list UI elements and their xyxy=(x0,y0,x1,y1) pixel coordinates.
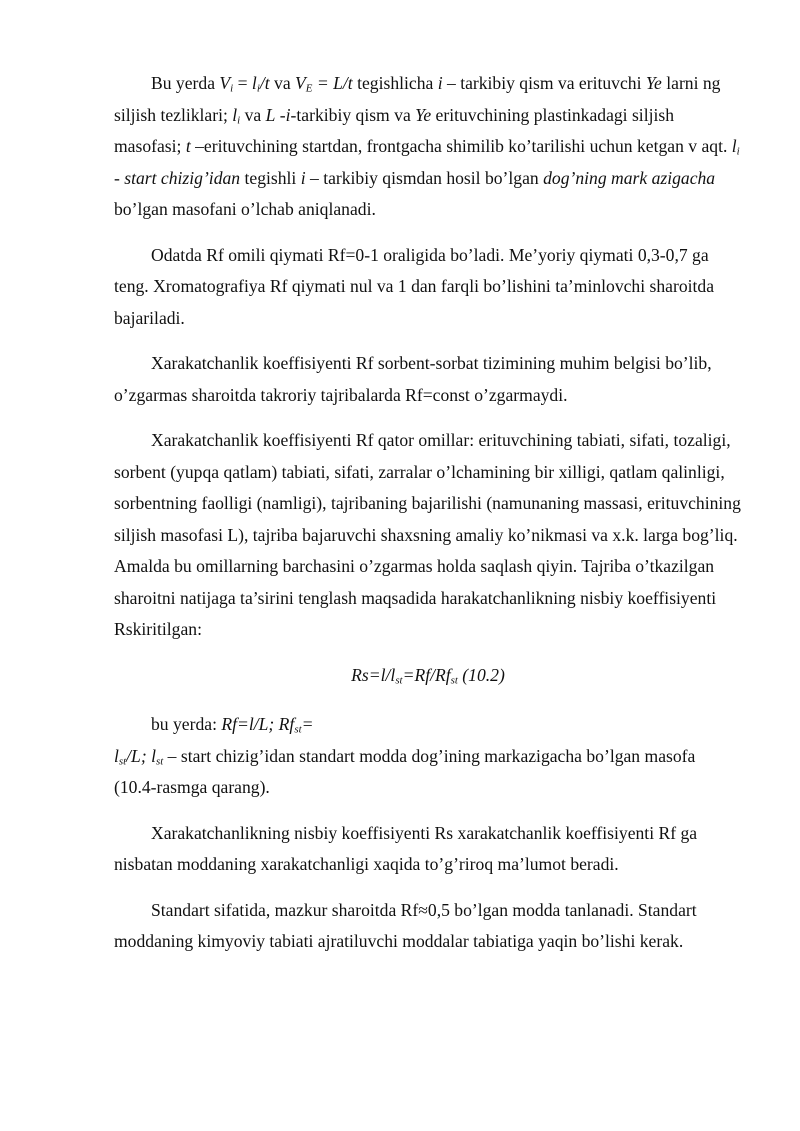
text-run: Bu yerda xyxy=(151,73,220,93)
text-run: Xarakatchanlik koeffisiyenti Rf qator omillar: erituvchining tabiati, sifati, tozaligi, sorbent (yupqa qatlam) tabiati, sifati, zarralar o’lchamining bir xilligi, qatlam qalinligi, sorbentning faolligi (namligi), tajribaning bajarilishi (namunaning massasi, erituvchining siljish masofasi L), tajriba bajaruvchi shaxsning amaliy ko’nikmasi va x.k. larga bog’liq. Amalda bu omillarning barchasini o’zgarmas holda saqlash qiyin. Tajriba o’tkazilgan sharoitni natijaga ta’sirini tenglash maqsadida harakatchanlikning nisbiy koeffisiyenti Rskiritilgan: xyxy=(114,430,746,639)
text-run: L xyxy=(265,104,276,125)
text-run: /L; l xyxy=(126,745,156,766)
paragraph-velocity-definition xyxy=(114,68,745,226)
text-run: Ye xyxy=(415,104,432,125)
where-line-1 xyxy=(114,709,742,741)
text-run: dog’ning mark azigacha xyxy=(543,167,716,188)
text-run: Odatda Rf omili qiymati Rf=0-1 oraligida bo’ladi. Me’yoriy qiymati 0,3-0,7 ga teng. Xromatografiya Rf qiymati nul va 1 dan farqli bo’lishini ta’minlovchi sharoitda bajariladi. xyxy=(114,244,719,328)
text-run: Xarakatchanlikning nisbiy koeffisiyenti Rs xarakatchanlik koeffisiyenti Rf ga nisbatan moddaning xarakatchanligi xaqida to’g’riroq ma’lumot beradi. xyxy=(114,822,702,874)
text-run: erituvchining plastinkadagi siljish masofasi; xyxy=(114,104,679,156)
text-run: = xyxy=(233,73,252,93)
text-run: Rf=l/L; Rf xyxy=(221,714,295,734)
text-run: va xyxy=(269,73,296,93)
paragraph-standard-choice xyxy=(114,895,742,958)
text-run: bo’lgan masofani o’lchab aniqlanadi. xyxy=(114,167,720,219)
text-run: Xarakatchanlik koeffisiyenti Rf sorbent-sorbat tizimining muhim belgisi bo’lib, o’zgarmas sharoitda takroriy tajribalarda Rf=const o’zgarmaydi. xyxy=(114,353,717,405)
text-run: E xyxy=(305,82,313,95)
text-run: l xyxy=(251,73,257,93)
text-run: -tarkibiy qism va xyxy=(290,104,416,125)
text-run: (10.2) xyxy=(457,664,505,685)
text-run: – tarkibiy qism va erituvchi xyxy=(442,73,646,93)
text-run: st xyxy=(156,755,164,768)
text-run: /t xyxy=(259,73,270,93)
text-run: i xyxy=(285,104,291,125)
text-run: i xyxy=(437,73,443,93)
text-run: Rs=l/l xyxy=(351,664,396,685)
text-run: st xyxy=(450,674,458,687)
text-run: - xyxy=(275,104,286,125)
text-run: l xyxy=(232,104,238,125)
text-run: i xyxy=(300,167,306,188)
text-run: –erituvchining startdan, frontgacha shimilib ko’tarilishi uchun ketgan v aqt. xyxy=(190,136,732,156)
paragraph-rf-factors xyxy=(114,425,746,646)
text-run: V xyxy=(219,73,231,93)
text-run: st xyxy=(118,755,127,768)
text-run: bu yerda: xyxy=(151,714,222,734)
text-run: t xyxy=(185,136,191,156)
formula-10-2 xyxy=(114,660,742,692)
text-run: = xyxy=(301,714,314,734)
text-run: Ye xyxy=(645,73,662,93)
text-run: st xyxy=(294,723,302,736)
text-run: V xyxy=(295,73,306,93)
where-line-2 xyxy=(114,741,742,804)
text-run: i xyxy=(256,82,260,95)
text-run: = xyxy=(312,73,334,93)
text-run: l xyxy=(114,745,119,766)
text-run: Standart sifatida, mazkur sharoitda Rf≈0,5 bo’lgan modda tanlanadi. Standart moddaning kimyoviy tabiati ajratiluvchi moddalar tabiatiga yaqin bo’lishi kerak. xyxy=(114,899,702,951)
text-run: =Rf/Rf xyxy=(402,664,451,685)
text-run: - start chizig’idan xyxy=(114,136,745,188)
text-run: va xyxy=(240,104,266,125)
text-run: st xyxy=(395,674,403,687)
text-run: l xyxy=(731,136,737,156)
paragraph-rf-range xyxy=(114,240,742,335)
text-run: – tarkibiy qismdan hosil bo’lgan xyxy=(305,167,544,188)
text-run: larni ng siljish tezliklari; xyxy=(114,73,725,125)
paragraph-rf-const xyxy=(114,348,742,411)
text-run: i xyxy=(736,145,740,158)
text-run: tegishli xyxy=(240,167,301,188)
text-run: – start chizig’idan standart modda dog’ining markazigacha bo’lgan masofa (10.4-rasmga qarang). xyxy=(114,745,700,797)
text-run: i xyxy=(230,82,234,95)
paragraph-rs-meaning xyxy=(114,818,742,881)
text-run: tegishlicha xyxy=(352,73,438,93)
text-run: i xyxy=(237,114,241,127)
text-run: L/t xyxy=(333,73,353,93)
